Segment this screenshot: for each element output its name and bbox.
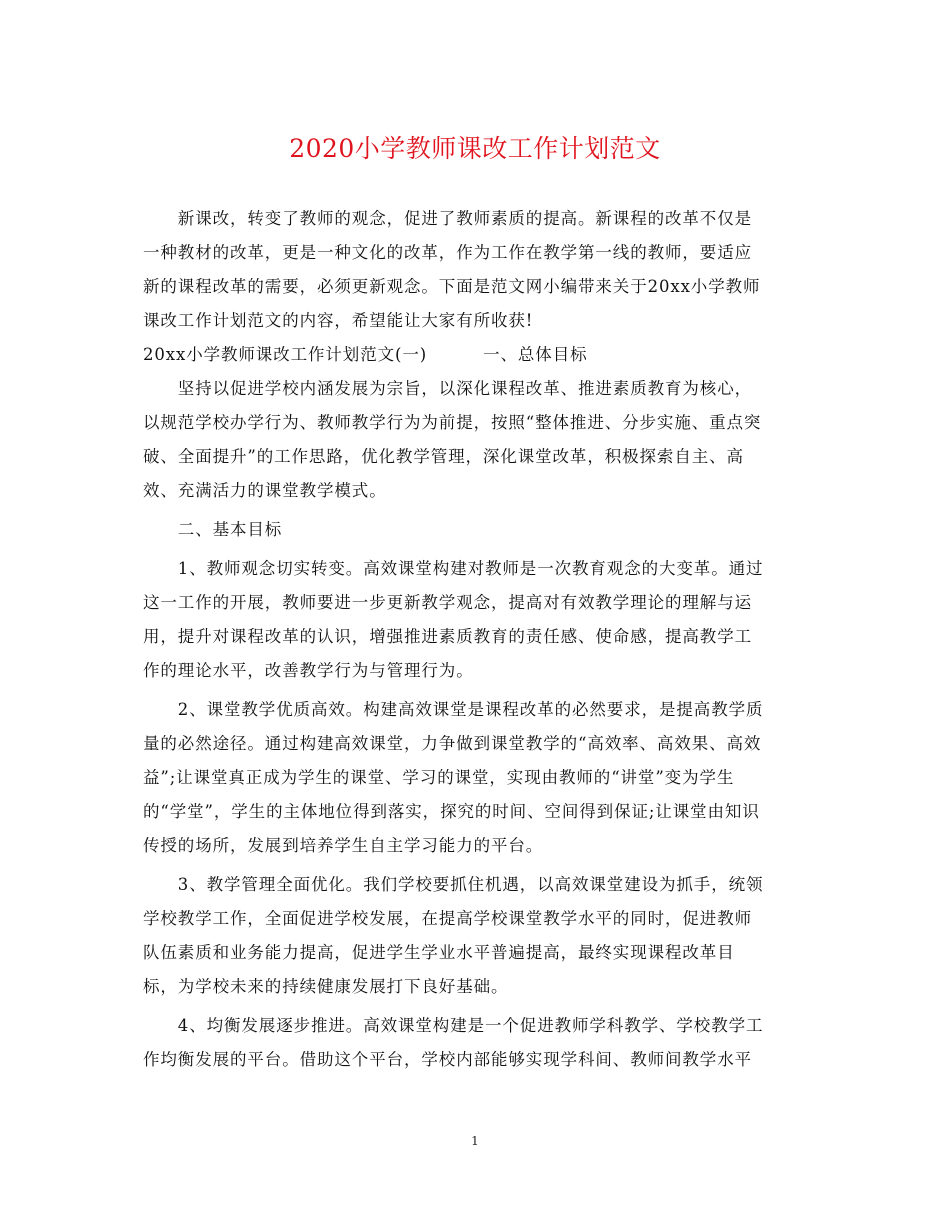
section-subheading: [143, 343, 813, 367]
paragraph-line: 破、全面提升”的工作思路，优化教学管理，深化课堂改革，积极探索自主、高: [143, 447, 744, 466]
paragraph-line: 以规范学校办学行为、教师教学行为为前提，按照“整体推进、分步实施、重点突: [143, 413, 762, 432]
paragraph-line: 的“学堂”，学生的主体地位得到落实，探究的时间、空间得到保证;让课堂由知识: [143, 802, 760, 821]
paragraph-line: 作的理论水平，改善教学行为与管理行为。: [143, 661, 474, 680]
paragraph-line: 效、充满活力的课堂教学模式。: [143, 481, 387, 500]
document-title: 2020小学教师课改工作计划范文: [289, 134, 661, 163]
paragraph-line: 量的必然途径。通过构建高效课堂，力争做到课堂教学的“高效率、高效果、高效: [143, 734, 762, 753]
paragraph-line: 1、教师观念切实转变。高效课堂构建对教师是一次教育观念的大变革。通过: [143, 559, 764, 578]
paragraph-line: 课改工作计划范文的内容，希望能让大家有所收获!: [143, 311, 534, 330]
paragraph-line: 标，为学校未来的持续健康发展打下良好基础。: [143, 977, 509, 996]
paragraph-line: 2、课堂教学优质高效。构建高效课堂是课程改革的必然要求，是提高教学质: [143, 700, 764, 719]
paragraph-line: 用，提升对课程改革的认识，增强推进素质教育的责任感、使命感，提高教学工: [143, 627, 752, 646]
paragraph-line: 新课改，转变了教师的观念，促进了教师素质的提高。新课程的改革不仅是: [143, 209, 752, 228]
paragraph-line: 传授的场所，发展到培养学生自主学习能力的平台。: [143, 836, 544, 855]
paragraph-line: 坚持以促进学校内涵发展为宗旨，以深化课程改革、推进素质教育为核心，: [143, 379, 752, 398]
paragraph-line: 一种教材的改革，更是一种文化的改革，作为工作在教学第一线的教师，要适应: [143, 243, 752, 262]
paragraph-line: 队伍素质和业务能力提高，促进学生学业水平普遍提高，最终实现课程改革目: [143, 943, 735, 962]
subheading-section: 一、总体目标: [483, 345, 588, 364]
paragraph-line: 益”;让课堂真正成为学生的课堂、学习的课堂，实现由教师的“讲堂”变为学生: [143, 768, 735, 787]
paragraph-line: 作均衡发展的平台。借助这个平台，学校内部能够实现学科间、教师间教学水平: [143, 1050, 752, 1069]
paragraph-line: 3、教学管理全面优化。我们学校要抓住机遇，以高效课堂建设为抓手，统领: [143, 875, 764, 894]
page-number: 1: [471, 1134, 479, 1148]
paragraph-line: 新的课程改革的需要，必须更新观念。下面是范文网小编带来关于20xx小学教师: [143, 277, 761, 296]
paragraph-line: 4、均衡发展逐步推进。高效课堂构建是一个促进教师学科教学、学校教学工: [143, 1016, 764, 1035]
paragraph-line: 学校教学工作，全面促进学校发展，在提高学校课堂教学水平的同时，促进教师: [143, 909, 752, 928]
section-heading: 二、基本目标: [143, 520, 283, 539]
paragraph-line: 这一工作的开展，教师要进一步更新教学观念，提高对有效教学理论的理解与运: [143, 593, 752, 612]
subheading-title: 20xx小学教师课改工作计划范文(一): [143, 345, 428, 364]
